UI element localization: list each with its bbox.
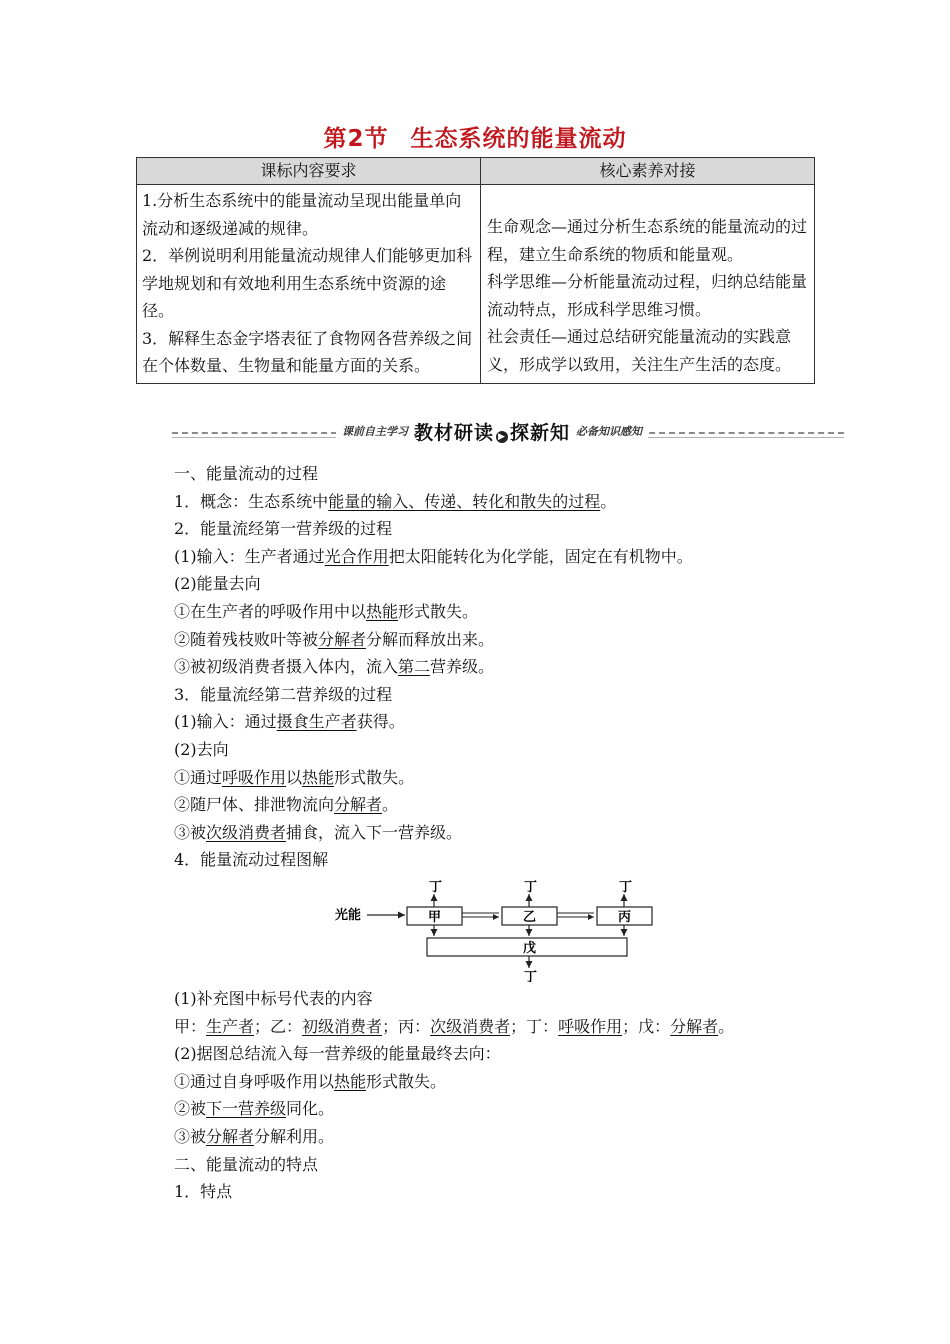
standards-cell [137, 185, 481, 384]
answer-blank: 分解者 [318, 629, 367, 649]
arrow-icon: ▶ [496, 431, 508, 443]
paragraph: ③被次级消费者捕食，流入下一营养级。 [174, 822, 463, 842]
answer-blank: 分解者 [670, 1016, 719, 1036]
content-section-1 [174, 460, 814, 874]
literacy-item: 科学思维—分析能量流动过程，归纳总结能量流动特点，形成科学思维习惯。 [487, 272, 808, 319]
section-number: 第2节 [323, 126, 389, 152]
answer-blank: 分解者 [206, 1126, 255, 1146]
literacy-item: 生命观念—通过分析生态系统的能量流动的过程，建立生命系统的物质和能量观。 [487, 217, 808, 264]
banner-main-part: 探新知 [510, 421, 571, 444]
loss-label-bottom: 丁 [524, 970, 538, 982]
page-title [0, 120, 950, 153]
paragraph: (1)输入：通过摄食生产者获得。 [174, 712, 405, 732]
section-banner [172, 418, 844, 444]
paragraph: ③被分解者分解利用。 [174, 1126, 335, 1146]
answer-blank: 第二 [398, 657, 431, 677]
box-wu-label: 戊 [523, 941, 537, 956]
answer-blank: 热能 [302, 767, 335, 787]
loss-label-3: 丁 [619, 880, 633, 895]
answer-blank: 热能 [366, 601, 399, 621]
answer-blank: 初级消费者 [302, 1016, 383, 1036]
answer-blank: 摄食生产者 [276, 712, 357, 732]
paragraph: (2)能量去向 [174, 574, 261, 594]
standard-item: 2．举例说明利用能量流动规律人们能够更加科学地规划和有效地利用生态系统中资源的途径。 [142, 246, 473, 320]
banner-main-text [414, 418, 570, 445]
answer-blank: 能量的输入、传递、转化和散失的过程 [328, 491, 601, 511]
banner-main-part: 教材研读 [414, 421, 495, 444]
paragraph: ①通过自身呼吸作用以热能形式散失。 [174, 1071, 447, 1091]
box-bing-label: 丙 [618, 910, 632, 925]
paragraph: 甲：生产者；乙：初级消费者；丙：次级消费者；丁：呼吸作用；戊：分解者。 [174, 1016, 735, 1036]
answer-blank: 呼吸作用 [558, 1016, 623, 1036]
light-energy-label: 光能 [335, 908, 362, 923]
banner-label [336, 418, 648, 444]
content-section-2 [174, 985, 814, 1206]
literacy-cell [481, 185, 815, 384]
paragraph: 2．能量流经第一营养级的过程 [174, 519, 393, 539]
paragraph: 4．能量流动过程图解 [174, 850, 329, 870]
literacy-item: 社会责任—通过总结研究能量流动的实践意义，形成学以致用，关注生产生活的态度。 [487, 327, 792, 374]
paragraph: (2)据图总结流入每一营养级的能量最终去向： [174, 1044, 501, 1064]
paragraph: (2)去向 [174, 739, 229, 759]
loss-label-1: 丁 [429, 880, 443, 895]
energy-flow-diagram [333, 878, 673, 982]
table-header-literacy: 核心素养对接 [481, 158, 815, 185]
banner-left-text: 课前自主学习 [342, 425, 408, 438]
loss-label-2: 丁 [524, 880, 538, 895]
answer-blank: 次级消费者 [430, 1016, 511, 1036]
paragraph: ①在生产者的呼吸作用中以热能形式散失。 [174, 601, 479, 621]
diagram-svg [333, 878, 673, 982]
standard-item: 1.分析生态系统中的能量流动呈现出能量单向流动和逐级递减的规律。 [142, 191, 462, 238]
standard-item: 3．解释生态金字塔表征了食物网各营养级之间在个体数量、生物量和能量方面的关系。 [142, 328, 473, 375]
paragraph: 3．能量流经第二营养级的过程 [174, 684, 393, 704]
answer-blank: 次级消费者 [206, 822, 287, 842]
paragraph: ③被初级消费者摄入体内，流入第二营养级。 [174, 657, 495, 677]
banner-right-text: 必备知识感知 [576, 425, 643, 438]
paragraph: ②随着残枝败叶等被分解者分解而释放出来。 [174, 629, 495, 649]
paragraph: (1)输入：生产者通过光合作用把太阳能转化为化学能，固定在有机物中。 [174, 546, 693, 566]
heading: 一、能量流动的过程 [174, 464, 319, 483]
answer-blank: 分解者 [334, 795, 383, 815]
box-jia-label: 甲 [428, 910, 442, 925]
answer-blank: 呼吸作用 [222, 767, 287, 787]
requirements-table [136, 157, 815, 384]
paragraph: ①通过呼吸作用以热能形式散失。 [174, 767, 415, 787]
paragraph: (1)补充图中标号代表的内容 [174, 989, 373, 1008]
heading: 二、能量流动的特点 [174, 1154, 319, 1174]
paragraph: 1．特点 [174, 1182, 233, 1202]
section-title: 生态系统的能量流动 [410, 126, 627, 152]
answer-blank: 下一营养级 [206, 1099, 287, 1119]
box-yi-label: 乙 [523, 910, 537, 925]
paragraph: ②被下一营养级同化。 [174, 1099, 335, 1119]
answer-blank: 生产者 [206, 1016, 255, 1036]
table-header-standards: 课标内容要求 [137, 158, 481, 185]
paragraph: ②随尸体、排泄物流向分解者。 [174, 795, 399, 815]
answer-blank: 热能 [334, 1071, 367, 1091]
answer-blank: 光合作用 [324, 546, 389, 566]
paragraph: 1．概念：生态系统中能量的输入、传递、转化和散失的过程。 [174, 491, 617, 511]
